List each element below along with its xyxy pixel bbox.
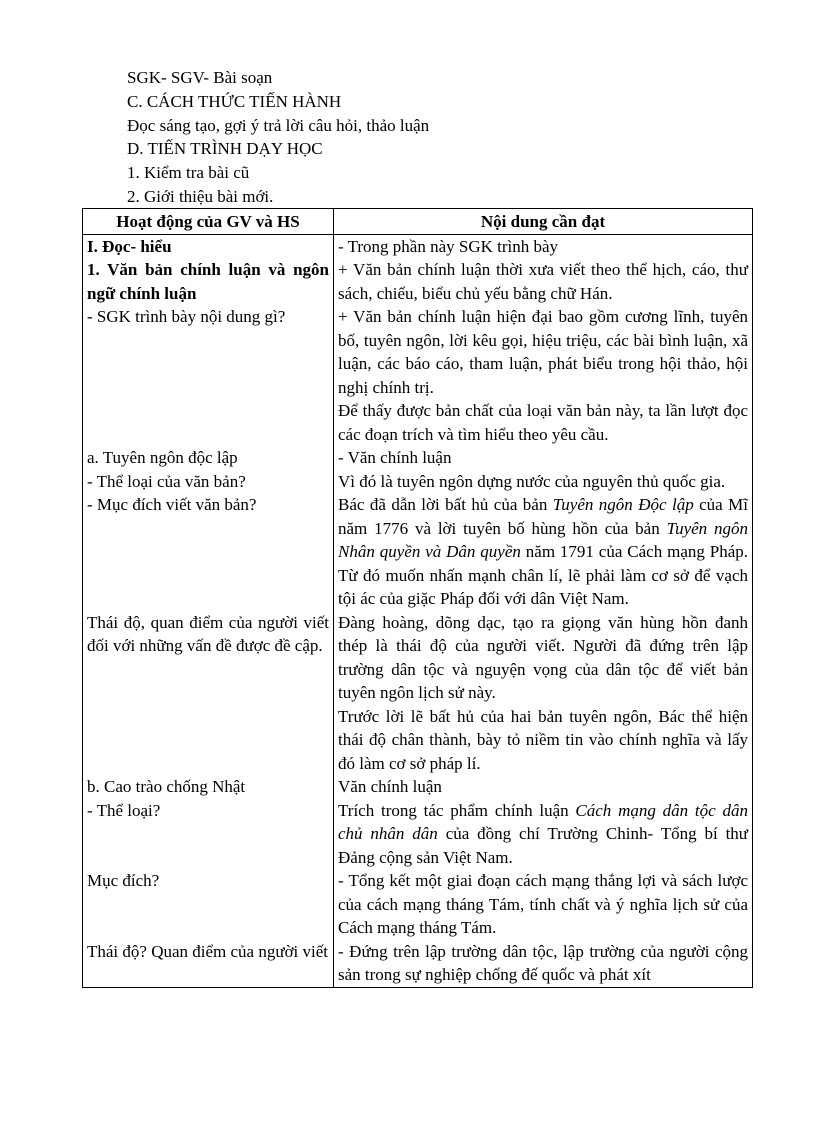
- content-paragraph: [338, 493, 748, 611]
- work-title: Cách mạng dân tộc dân chủ nhân dân: [338, 800, 748, 843]
- activity-cell: [83, 940, 334, 988]
- content-paragraph: [338, 799, 748, 870]
- table-row: [83, 611, 753, 776]
- intro-section: [127, 66, 429, 209]
- text-run: năm 1791 của Cách mạng Pháp. Từ đó muốn nhấn mạnh chân lí, lẽ phải làm cơ sở để vạch tội ác của giặc Pháp đối với dân Việt Nam.: [338, 542, 749, 608]
- activity-cell: [83, 446, 334, 611]
- question-text: Mục đích?: [87, 871, 160, 890]
- step-1-line: 1. Kiểm tra bài cũ: [127, 163, 250, 183]
- step-2-line: 2. Giới thiệu bài mới.: [127, 186, 274, 206]
- text-run: Bác đã dẫn lời bất hủ của bản: [338, 495, 553, 514]
- section-d-heading: D. TIẾN TRÌNH DẠY HỌC: [127, 139, 323, 159]
- header-content: Nội dung cần đạt: [334, 209, 753, 235]
- activity-cell: [83, 869, 334, 940]
- document-title: Tuyên ngôn Độc lập: [552, 495, 694, 514]
- materials-line: SGK- SGV- Bài soạn: [127, 68, 273, 87]
- subsection-heading: 1. Văn bản chính luận và ngôn ngữ chính luận: [87, 260, 329, 303]
- content-paragraph: Trước lời lẽ bất hủ của hai bản tuyên ngôn, Bác thể hiện thái độ chân thành, bày tỏ niềm tin vào chính nghĩa và lấy đó làm cơ sở pháp lí.: [338, 706, 748, 773]
- content-cell: [334, 611, 753, 776]
- question-text: - Thể loại?: [87, 800, 161, 820]
- subsection-title: a. Tuyên ngôn độc lập: [87, 448, 238, 467]
- content-paragraph: Văn chính luận: [338, 777, 442, 796]
- question-text: Thái độ, quan điểm của người viết đối với những vấn đề được đề cập.: [87, 612, 329, 655]
- table-row: [83, 234, 753, 446]
- section-heading: I. Đọc- hiểu: [87, 236, 172, 256]
- content-cell: [334, 234, 753, 446]
- table-row: [83, 775, 753, 869]
- content-paragraph: - Văn chính luận: [338, 448, 452, 467]
- document-title: Tuyên ngôn Nhân quyền và Dân quyền: [338, 518, 749, 561]
- content-paragraph: + Văn bản chính luận thời xưa viết theo thể hịch, cáo, thư sách, chiếu, biểu chủ yếu bằng chữ Hán.: [338, 260, 748, 303]
- content-paragraph: - Trong phần này SGK trình bày: [338, 236, 559, 256]
- content-cell: [334, 775, 753, 869]
- question-text: - Thể loại của văn bản?: [87, 471, 246, 491]
- subsection-title: b. Cao trào chống Nhật: [87, 777, 246, 796]
- question-text: - SGK trình bày nội dung gì?: [87, 307, 286, 326]
- header-activities: Hoạt động của GV và HS: [83, 209, 334, 235]
- content-paragraph: Đàng hoàng, dõng dạc, tạo ra giọng văn hùng hồn đanh thép là thái độ của người viết. Người đã đứng trên lập trường dân tộc và nguyện vọng của dân tộc để viết bản tuyên ngôn lịch sử này.: [338, 612, 748, 702]
- content-paragraph: - Đứng trên lập trường dân tộc, lập trường của người cộng sản trong sự nghiệp chống đế quốc và phát xít: [338, 941, 748, 984]
- table-header-row: [83, 209, 753, 235]
- section-c-heading: C. CÁCH THỨC TIẾN HÀNH: [127, 91, 342, 111]
- question-text: - Mục đích viết văn bản?: [87, 495, 257, 514]
- text-run: của Mĩ năm 1776 và lời tuyên bố hùng hồn của bản: [338, 495, 748, 538]
- content-paragraph: Để thấy được bản chất của loại văn bản này, ta lần lượt đọc các đoạn trích và tìm hiểu theo yêu cầu.: [338, 401, 748, 444]
- table-row: [83, 869, 753, 940]
- table-row: [83, 446, 753, 611]
- table-row: [83, 940, 753, 988]
- activity-cell: [83, 775, 334, 869]
- lesson-table: [82, 208, 753, 988]
- content-paragraph: - Tổng kết một giai đoạn cách mạng thắng lợi và sách lược của cách mạng tháng Tám, tính chất và ý nghĩa lịch sử của Cách mạng tháng Tám.: [338, 871, 748, 937]
- content-cell: [334, 869, 753, 940]
- activity-cell: [83, 234, 334, 446]
- content-paragraph: Vì đó là tuyên ngôn dựng nước của nguyên thủ quốc gia.: [338, 471, 726, 491]
- content-cell: [334, 940, 753, 988]
- content-cell: [334, 446, 753, 611]
- method-line: Đọc sáng tạo, gợi ý trả lời câu hỏi, thảo luận: [127, 115, 430, 135]
- question-text: Thái độ? Quan điểm của người viết: [87, 941, 329, 961]
- text-run: Trích trong tác phẩm chính luận: [338, 800, 576, 820]
- text-run: của đồng chí Trường Chinh- Tổng bí thư Đảng cộng sản Việt Nam.: [338, 824, 749, 867]
- activity-cell: [83, 611, 334, 776]
- content-paragraph: + Văn bản chính luận hiện đại bao gồm cương lĩnh, tuyên bố, tuyên ngôn, lời kêu gọi, hiệu triệu, các bài bình luận, xã luận, các báo cáo, tham luận, phát biểu trong hội thảo, hội nghị chính trị.: [338, 307, 748, 397]
